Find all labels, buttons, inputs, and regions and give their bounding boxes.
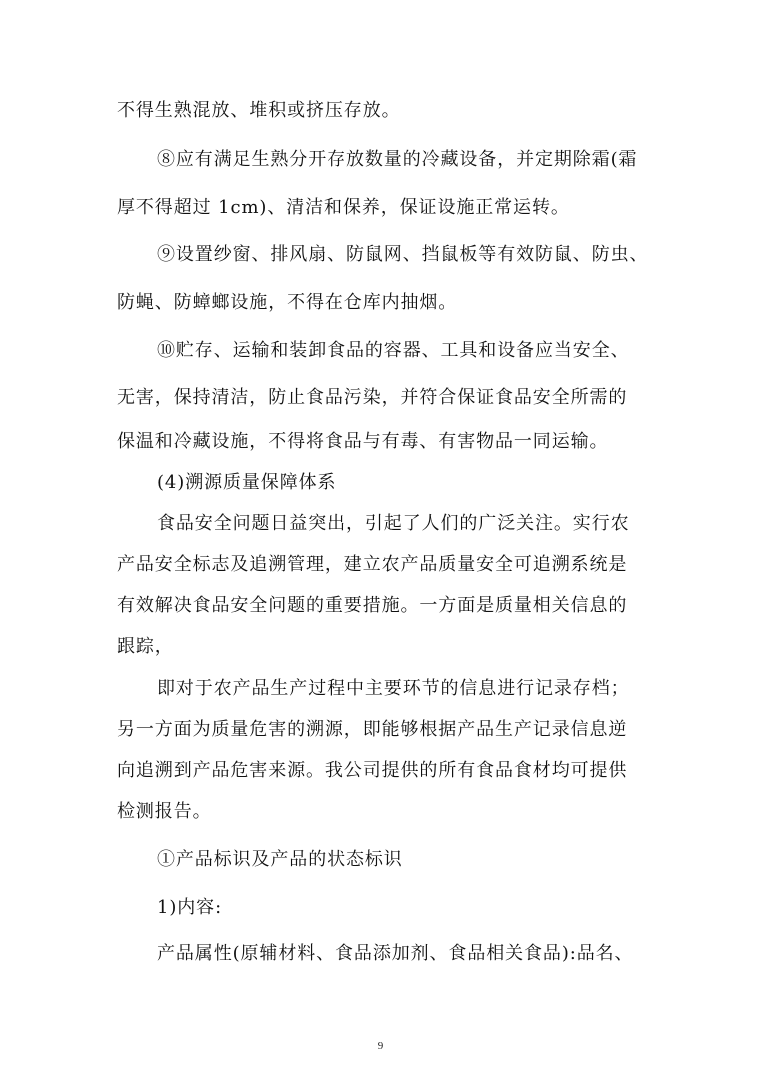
text-line: 食品安全问题日益突出，引起了人们的广泛关注。实行农: [157, 513, 630, 534]
section-heading: ①产品标识及产品的状态标识: [157, 849, 403, 870]
text-line: 检测报告。: [117, 801, 212, 822]
text-line: 即对于农产品生产过程中主要环节的信息进行记录存档；: [157, 678, 630, 699]
text-line: 1)内容:: [157, 897, 223, 918]
text-line: 防蝇、防蟑螂设施，不得在仓库内抽烟。: [117, 292, 458, 313]
text-line: 无害，保持清洁，防止食品污染，并符合保证食品安全所需的: [117, 387, 628, 408]
text-line: ⑧应有满足生熟分开存放数量的冷藏设备，并定期除霜(霜: [157, 149, 638, 170]
text-line: 向追溯到产品危害来源。我公司提供的所有食品食材均可提供: [117, 760, 628, 781]
text-line: 产品安全标志及追溯管理，建立农产品质量安全可追溯系统是: [117, 554, 628, 575]
text-line: 保温和冷藏设施，不得将食品与有毒、有害物品一同运输。: [117, 431, 609, 452]
text-line: 有效解决食品安全问题的重要措施。一方面是质量相关信息的: [117, 595, 628, 616]
text-line: 另一方面为质量危害的溯源，即能够根据产品生产记录信息逆: [117, 719, 628, 740]
text-line: 不得生熟混放、堆积或挤压存放。: [117, 100, 401, 121]
text-line: ⑨设置纱窗、排风扇、防鼠网、挡鼠板等有效防鼠、防虫、: [157, 244, 649, 265]
text-line: 跟踪，: [117, 636, 174, 657]
text-line: 产品属性(原辅材料、食品添加剂、食品相关食品):品名、: [157, 943, 634, 964]
page-number: 9: [377, 1040, 384, 1052]
section-heading: (4)溯源质量保障体系: [157, 472, 337, 493]
text-line: ⑩贮存、运输和装卸食品的容器、工具和设备应当安全、: [157, 340, 630, 361]
text-line: 厚不得超过 1cm)、清洁和保养，保证设施正常运转。: [117, 197, 570, 218]
